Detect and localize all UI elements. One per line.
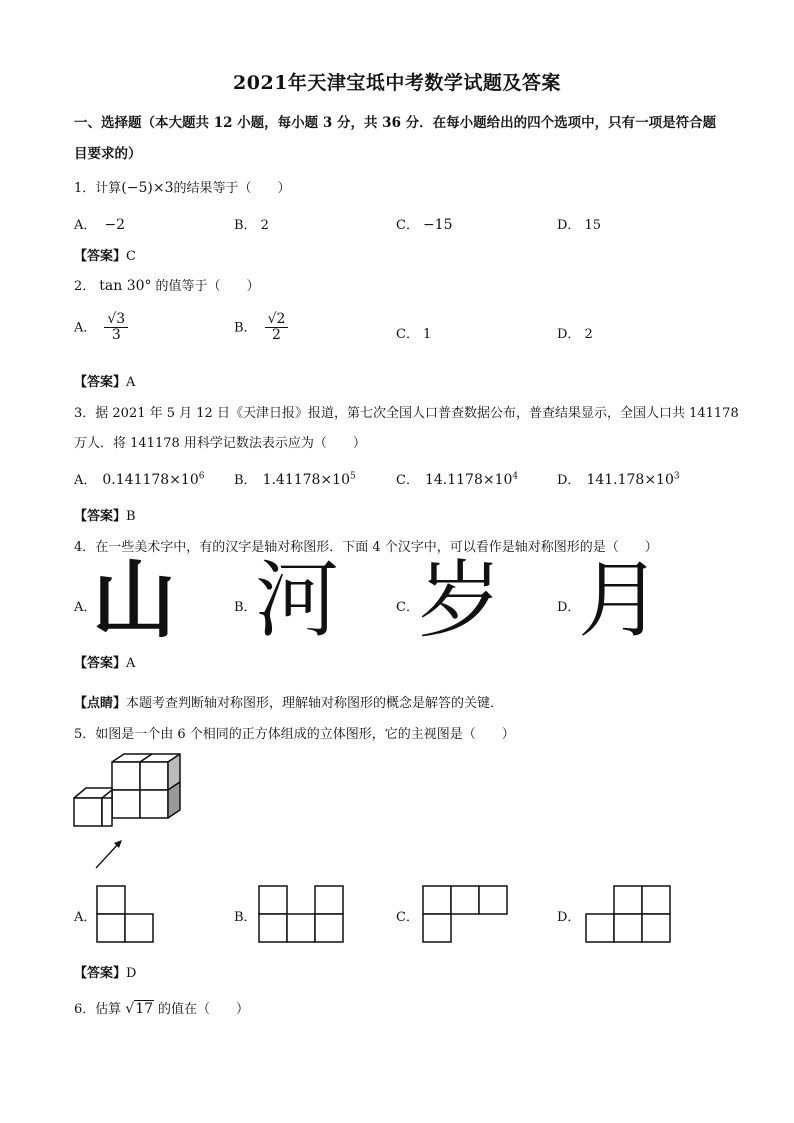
q5-option-c-label: C． bbox=[396, 910, 419, 925]
q6-suffix: 的值在（ ） bbox=[158, 1002, 250, 1017]
q2-option-c: C． 1 bbox=[396, 327, 432, 342]
question-4: 4．在一些美术字中，有的汉字是轴对称图形．下面 4 个汉字中，可以看作是轴对称图形的是（ ） bbox=[74, 540, 658, 555]
question-5: 5．如图是一个由 6 个相同的正方体组成的立体图形，它的主视图是（ ） bbox=[74, 727, 515, 742]
view-direction-arrow bbox=[96, 842, 120, 868]
q5-solid-figure bbox=[70, 750, 190, 875]
section-header-line2: 目要求的） bbox=[74, 146, 142, 162]
q6-sqrt: √17 bbox=[125, 1001, 154, 1017]
q1-option-b: B． 2 bbox=[234, 218, 269, 233]
q2-expression: tan 30° bbox=[99, 278, 152, 294]
q2-option-a: A． $\frac{√3}{3}$ bbox=[74, 312, 128, 344]
q1-option-a: A． −2 bbox=[74, 217, 126, 233]
q1-answer: 【答案】C bbox=[74, 249, 136, 264]
question-6 bbox=[74, 998, 249, 1017]
question-2 bbox=[74, 275, 260, 294]
q1-option-c: C． −15 bbox=[396, 217, 453, 233]
question-1 bbox=[74, 177, 291, 196]
question-3-line1: 3．据 2021 年 5 月 12 日《天津日报》报道，第七次全国人口普查数据公布，普查结果显示，全国人口共 141178 bbox=[74, 406, 739, 421]
q5-option-a-label: A． bbox=[74, 910, 97, 925]
q3-option-d: D． $141.178\times 10^3$ bbox=[557, 471, 680, 488]
q6-prefix: 6．估算 bbox=[74, 1002, 122, 1017]
section-header-line1: 一、选择题（本大题共 12 小题，每小题 3 分，共 36 分．在每小题给出的四个选项中，只有一项是符合题 bbox=[74, 115, 717, 131]
q3-option-b: B． $1.41178\times 10^5$ bbox=[234, 471, 356, 488]
q4-comment: 【点睛】本题考查判断轴对称图形，理解轴对称图形的概念是解答的关键． bbox=[74, 696, 504, 711]
q2-answer: 【答案】A bbox=[74, 375, 136, 390]
q4-option-d-label: D． bbox=[557, 600, 581, 615]
page-title: 2021年天津宝坻中考数学试题及答案 bbox=[233, 72, 561, 94]
q4-answer: 【答案】A bbox=[74, 656, 136, 671]
q4-option-a-char: 山 bbox=[92, 551, 177, 649]
q1-prefix: 1．计算 bbox=[74, 181, 122, 196]
q2-suffix: 的值等于（ ） bbox=[155, 279, 260, 294]
q5-option-a-figure bbox=[96, 885, 156, 943]
q4-option-c-label: C． bbox=[396, 600, 419, 615]
q5-answer: 【答案】D bbox=[74, 966, 137, 981]
q2-option-b: B． $\frac{√2}{2}$ bbox=[234, 312, 288, 344]
q4-option-b-label: B． bbox=[234, 600, 257, 615]
q2-prefix: 2． bbox=[74, 279, 96, 294]
q4-option-c-char: 岁 bbox=[418, 551, 503, 649]
q3-option-a: A． $0.141178\times 10^6$ bbox=[74, 471, 205, 488]
q3-answer: 【答案】B bbox=[74, 509, 136, 524]
q1-option-d: D． 15 bbox=[557, 218, 601, 233]
q4-option-d-char: 月 bbox=[578, 551, 663, 649]
question-3-line2: 万人．将 141178 用科学记数法表示应为（ ） bbox=[74, 436, 366, 451]
q2-option-d: D． 2 bbox=[557, 327, 593, 342]
q4-option-a-label: A． bbox=[74, 600, 97, 615]
q1-expression: (−5)×3 bbox=[121, 180, 174, 196]
q3-option-c: C． $14.1178\times 10^4$ bbox=[396, 471, 519, 488]
q4-option-b-char: 河 bbox=[255, 551, 340, 649]
q5-option-d-figure bbox=[585, 885, 673, 943]
q1-suffix: 的结果等于（ ） bbox=[173, 181, 291, 196]
q5-option-c-figure bbox=[422, 885, 510, 943]
q5-option-d-label: D． bbox=[557, 910, 581, 925]
q5-option-b-figure bbox=[258, 885, 346, 943]
q5-option-b-label: B． bbox=[234, 910, 257, 925]
